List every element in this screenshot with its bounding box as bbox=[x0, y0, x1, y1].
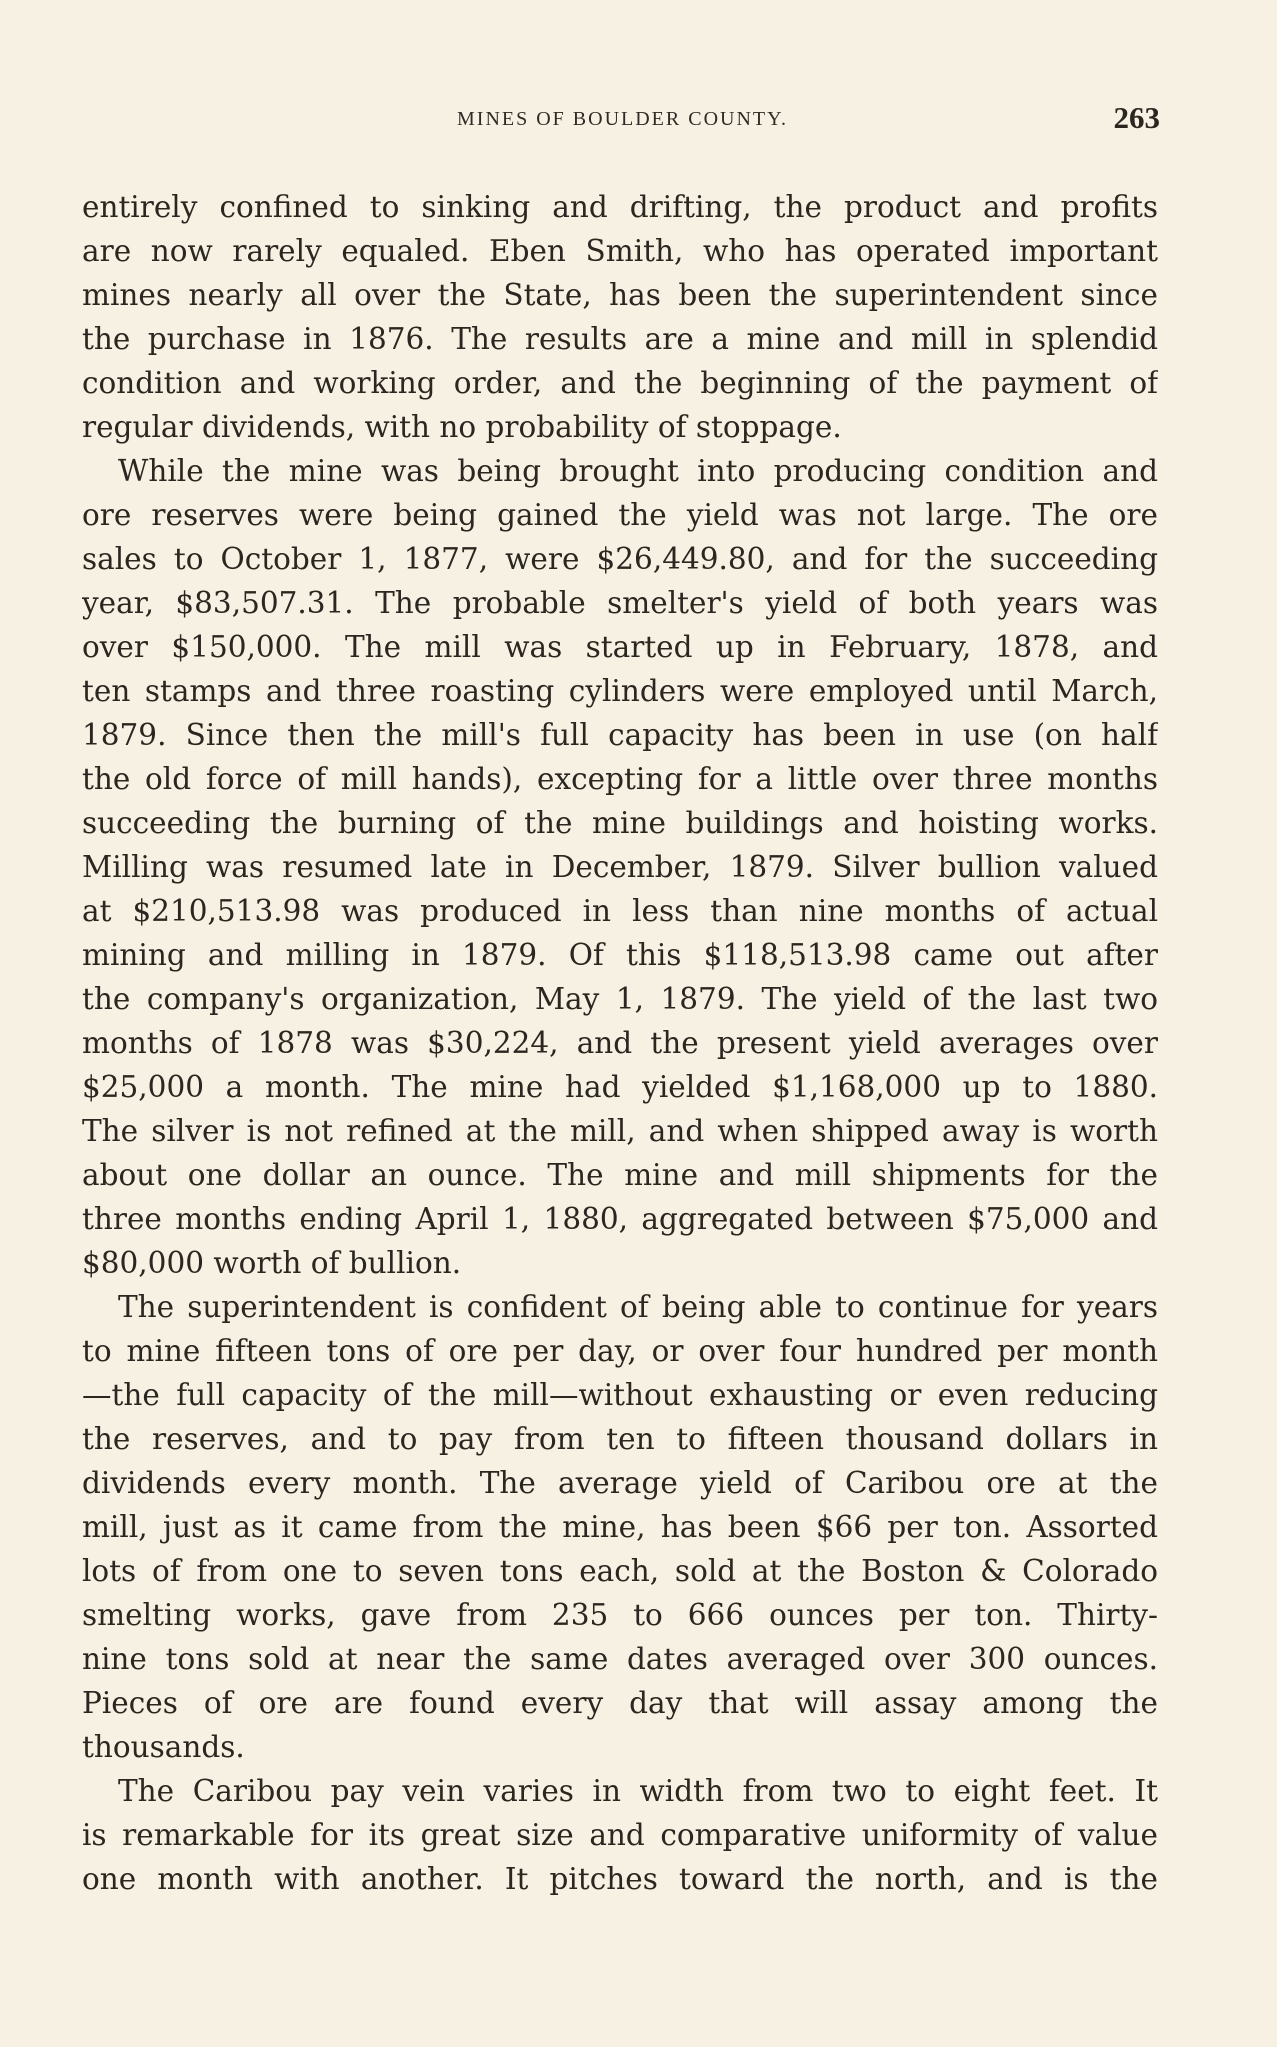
text-line: about one dollar an ounce. The mine and mill shipments for the bbox=[82, 1158, 1158, 1192]
text-line: dividends every month. The average yield of Caribou ore at the bbox=[82, 1466, 1158, 1500]
text-line: succeeding the burning of the mine buildings and hoisting works. bbox=[82, 806, 1158, 840]
text-line: year, $83,507.31. The probable smelter's yield of both years was bbox=[82, 586, 1158, 620]
text-line: the company's organization, May 1, 1879. The yield of the last two bbox=[82, 982, 1158, 1016]
text-line: —the full capacity of the mill—without exhausting or even reducing bbox=[82, 1378, 1158, 1412]
text-line: one month with another. It pitches toward the north, and is the bbox=[82, 1862, 1158, 1896]
running-head bbox=[85, 100, 1160, 140]
text-line: the old force of mill hands), excepting for a little over three months bbox=[82, 762, 1158, 796]
text-line: $25,000 a month. The mine had yielded $1,168,000 up to 1880. bbox=[82, 1070, 1158, 1104]
text-line: ore reserves were being gained the yield was not large. The ore bbox=[82, 498, 1158, 532]
text-line: Pieces of ore are found every day that will assay among the bbox=[82, 1686, 1158, 1720]
text-line: The silver is not refined at the mill, and when shipped away is worth bbox=[82, 1114, 1158, 1148]
text-line: three months ending April 1, 1880, aggregated between $75,000 and bbox=[82, 1202, 1158, 1236]
running-title: MINES OF BOULDER COUNTY. bbox=[457, 108, 788, 130]
text-line: lots of from one to seven tons each, sold at the Boston & Colorado bbox=[82, 1554, 1158, 1588]
text-line: While the mine was being brought into producing condition and bbox=[118, 454, 1158, 488]
text-line: over $150,000. The mill was started up in February, 1878, and bbox=[82, 630, 1158, 664]
text-line: are now rarely equaled. Eben Smith, who has operated important bbox=[82, 234, 1158, 268]
text-line: mines nearly all over the State, has been the superintendent since bbox=[82, 278, 1158, 312]
page-number: 263 bbox=[1113, 100, 1160, 135]
text-line: mining and milling in 1879. Of this $118,513.98 came out after bbox=[82, 938, 1158, 972]
body-text bbox=[82, 185, 1158, 1901]
text-line: to mine fifteen tons of ore per day, or over four hundred per month bbox=[82, 1334, 1158, 1368]
text-line: nine tons sold at near the same dates averaged over 300 ounces. bbox=[82, 1642, 1158, 1676]
text-line: sales to October 1, 1877, were $26,449.80, and for the succeeding bbox=[82, 542, 1158, 576]
text-line: Milling was resumed late in December, 1879. Silver bullion valued bbox=[82, 850, 1158, 884]
text-line: ten stamps and three roasting cylinders were employed until March, bbox=[82, 674, 1158, 708]
text-line: The Caribou pay vein varies in width from two to eight feet. It bbox=[118, 1774, 1158, 1808]
text-line: The superintendent is confident of being able to continue for years bbox=[118, 1290, 1158, 1324]
text-line: the purchase in 1876. The results are a mine and mill in splendid bbox=[82, 322, 1158, 356]
text-line: thousands. bbox=[82, 1730, 245, 1764]
text-line: smelting works, gave from 235 to 666 ounces per ton. Thirty- bbox=[82, 1598, 1158, 1632]
text-line: months of 1878 was $30,224, and the present yield averages over bbox=[82, 1026, 1158, 1060]
text-line: $80,000 worth of bullion. bbox=[82, 1246, 462, 1280]
text-line: regular dividends, with no probability of stoppage. bbox=[82, 410, 842, 444]
text-line: condition and working order, and the beginning of the payment of bbox=[82, 366, 1158, 400]
text-line: 1879. Since then the mill's full capacity has been in use (on half bbox=[82, 718, 1158, 752]
text-line: entirely confined to sinking and drifting, the product and profits bbox=[82, 190, 1158, 224]
text-line: mill, just as it came from the mine, has been $66 per ton. Assorted bbox=[82, 1510, 1158, 1544]
text-line: at $210,513.98 was produced in less than nine months of actual bbox=[82, 894, 1158, 928]
text-line: the reserves, and to pay from ten to fifteen thousand dollars in bbox=[82, 1422, 1158, 1456]
text-line: is remarkable for its great size and comparative uniformity of value bbox=[82, 1818, 1158, 1852]
